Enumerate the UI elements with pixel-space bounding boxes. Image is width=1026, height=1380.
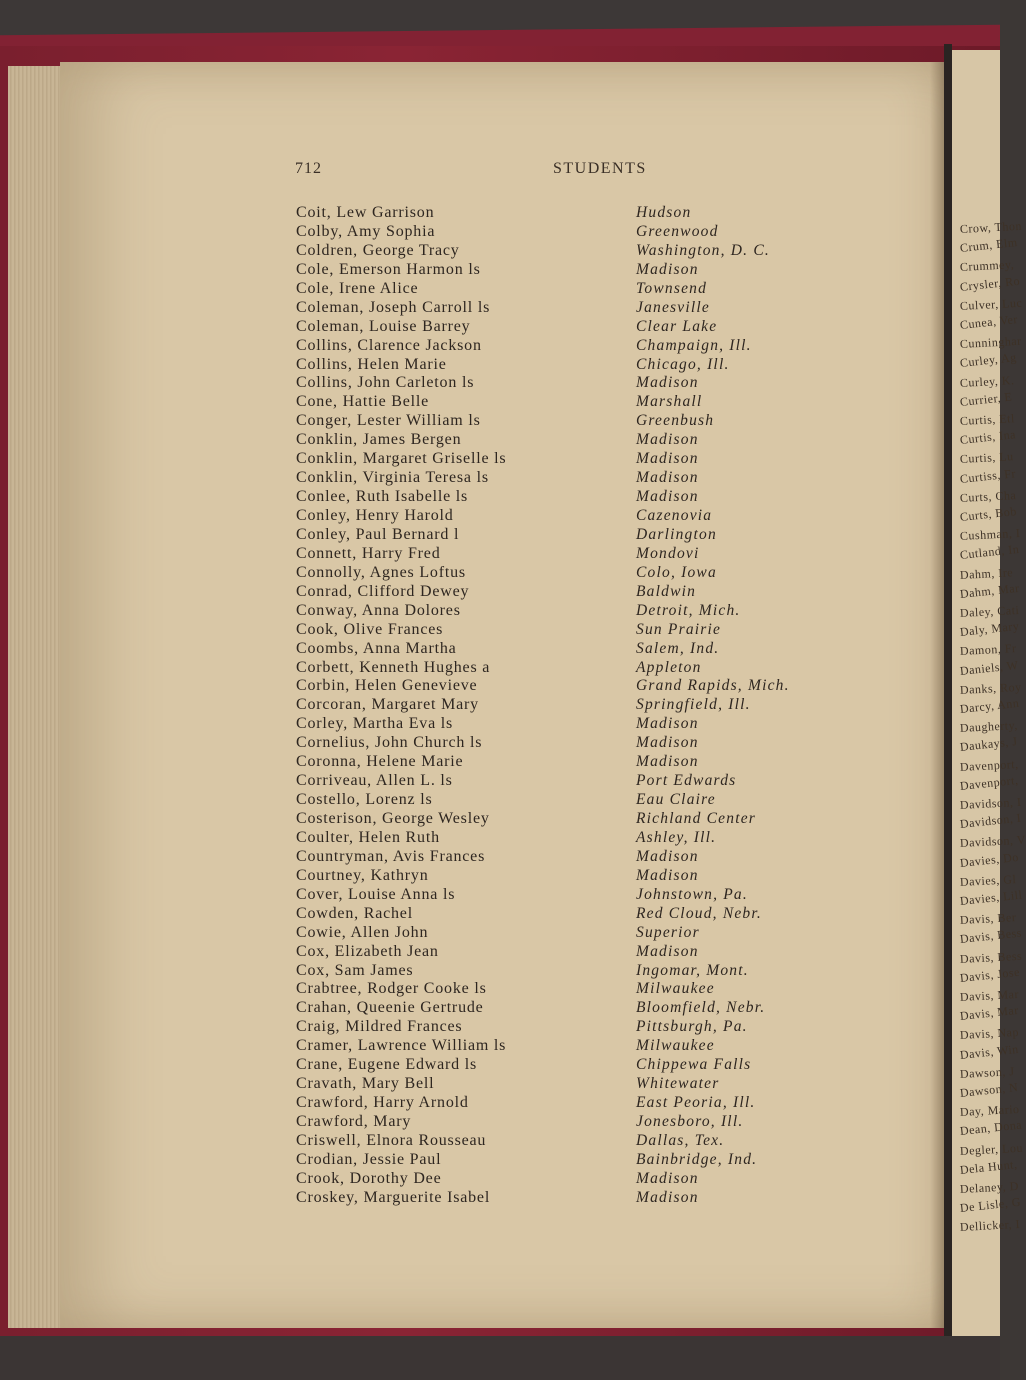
list-item [296,924,836,943]
student-hometown: Mondovi [636,544,700,562]
next-page-fragment: Crummey, [959,257,1015,275]
student-name: Corcoran, Margaret Mary [296,696,479,714]
student-name: Cole, Emerson Harmon ls [296,260,481,278]
next-page-fragment: Cunninghar [959,333,1022,352]
student-hometown: Hudson [636,204,692,221]
student-hometown: Champaign, Ill. [636,336,752,354]
next-page-fragment: Delaney, D [959,1178,1020,1196]
background-bottom [0,1336,1000,1380]
list-item [296,374,836,393]
student-hometown: Detroit, Mich. [636,601,741,619]
student-name: Crawford, Harry Arnold [296,1094,469,1112]
student-name: Cowie, Allen John [296,923,429,941]
next-page-fragment: Davis, Mar [959,986,1020,1004]
student-hometown: Ashley, Ill. [636,828,717,846]
next-page-fragment: Dahm, Ire [959,564,1014,582]
student-name: Cook, Olive Frances [296,620,444,638]
next-page-fragment: Curley, K. [959,372,1015,390]
student-name: Corbin, Helen Genevieve [296,677,478,695]
student-hometown: Madison [636,260,699,278]
student-name: Crahan, Queenie Gertrude [296,999,484,1017]
list-item [296,1094,836,1113]
list-item [296,488,836,507]
student-list [296,204,836,1208]
student-hometown: Bloomfield, Nebr. [636,999,766,1017]
student-hometown: Madison [636,847,699,865]
list-item [296,640,836,659]
student-name: Costerison, George Wesley [296,810,490,827]
list-item [296,1037,836,1056]
list-item [296,829,836,848]
student-name: Conway, Anna Dolores [296,601,461,619]
next-page-fragment: Dellicker, I [959,1217,1021,1235]
book-gutter [944,44,952,1340]
next-page-fragment: Daly, Mary [959,619,1020,640]
list-item [296,356,836,375]
student-hometown: Townsend [636,279,708,297]
next-page-fragment: Curley, Ag [959,350,1018,371]
student-hometown: Madison [636,942,699,960]
next-page-sliver [952,50,1026,1340]
student-name: Conlee, Ruth Isabelle ls [296,488,469,506]
next-page-fragment: Davies, Lill [959,887,1023,908]
student-name: Coulter, Helen Ruth [296,828,440,846]
next-page-fragment: Darcy, Ann [959,695,1020,716]
student-hometown: Baldwin [636,582,697,600]
list-item [296,469,836,488]
next-page-fragment: Daukays, J [959,734,1019,755]
student-hometown: Madison [636,866,699,884]
student-name: Coit, Lew Garrison [296,204,435,221]
next-page-fragment: Currier, E [959,389,1013,409]
next-page-fragment: Curts, Bob [959,504,1018,524]
next-page-fragment: Crow, Thon [959,218,1023,236]
next-page-fragment: Cunea, Ver [959,311,1019,332]
student-name: Collins, Clarence Jackson [296,336,482,354]
next-page-fragment: Dawson, J [959,1063,1015,1081]
student-name: Criswell, Elnora Rousseau [296,1131,487,1149]
student-name: Crawford, Mary [296,1113,412,1130]
next-page-fragment: Dean, Dona [959,1117,1023,1139]
list-item [296,659,836,678]
next-page-fragment: Curts, Cha [959,487,1017,505]
student-name: Crane, Eugene Edward ls [296,1056,478,1074]
student-name: Cornelius, John Church ls [296,734,483,752]
list-item [296,1075,836,1094]
student-name: Cowden, Rachel [296,904,413,922]
list-item [296,905,836,924]
student-name: Conley, Paul Bernard l [296,525,460,543]
student-name: Cone, Hattie Belle [296,393,430,411]
next-page-fragment: Daugherty, [959,718,1019,736]
student-name: Connett, Harry Fred [296,544,441,562]
list-item [296,564,836,583]
list-item [296,507,836,526]
student-name: Collins, John Carleton ls [296,374,475,392]
student-hometown: Grand Rapids, Mich. [636,677,790,695]
student-hometown: Whitewater [636,1075,720,1093]
page-number: 712 [295,160,322,177]
next-page-fragment: Davis, Win [959,1041,1020,1062]
next-page-fragment: Crum, Elm [959,235,1019,256]
student-name: Countryman, Avis Frances [296,847,486,865]
list-item [296,1018,836,1037]
student-hometown: Greenbush [636,412,715,430]
next-page-fragment: Davidson, I [959,810,1022,832]
student-name: Costello, Lorenz ls [296,791,433,809]
list-item [296,223,836,242]
next-page-fragment: Damon, Fr [959,641,1017,659]
student-hometown: Pittsburgh, Pa. [636,1018,748,1036]
list-item [296,791,836,810]
student-hometown: Milwaukee [636,980,715,998]
list-item [296,867,836,886]
next-page-fragment: Culver, Luc [959,295,1023,313]
student-name: Cover, Louise Anna ls [296,885,456,903]
list-item [296,1189,836,1208]
next-page-fragment: Crysler, Ro [959,273,1021,294]
student-hometown: Chicago, Ill. [636,355,730,373]
list-item [296,1056,836,1075]
student-name: Crodian, Jessie Paul [296,1150,442,1168]
student-name: Cox, Sam James [296,961,414,979]
student-name: Crook, Dorothy Dee [296,1169,442,1187]
list-item [296,1151,836,1170]
list-item [296,772,836,791]
student-hometown: East Peoria, Ill. [636,1094,756,1112]
student-name: Cravath, Mary Bell [296,1075,435,1093]
student-name: Cramer, Lawrence William ls [296,1037,507,1055]
student-hometown: Red Cloud, Nebr. [636,904,762,922]
list-item [296,450,836,469]
student-hometown: Clear Lake [636,317,718,335]
student-name: Cox, Elizabeth Jean [296,942,439,960]
next-page-fragment: Davidson, I [959,794,1022,812]
next-page-fragment: Curtis, Etl [959,411,1016,428]
student-name: Corriveau, Allen L. ls [296,772,453,790]
student-name: Crabtree, Rodger Cooke ls [296,980,487,998]
list-item [296,318,836,337]
student-hometown: Appleton [636,658,702,676]
student-hometown: Port Edwards [636,772,737,790]
list-item [296,280,836,299]
list-item [296,980,836,999]
list-item [296,337,836,356]
list-item [296,242,836,261]
next-page-fragment: Cutland, In [959,542,1020,563]
next-page-fragment: Davis, Jose [959,964,1021,985]
student-hometown: Richland Center [636,810,757,827]
list-item [296,677,836,696]
student-name: Colby, Amy Sophia [296,222,436,240]
next-page-fragment: Daniels, W [959,657,1020,678]
student-name: Courtney, Kathryn [296,866,429,884]
list-item [296,848,836,867]
list-item [296,696,836,715]
next-page-fragment: Danks, Roy [959,679,1022,697]
list-item [296,431,836,450]
next-page-fragment: Davenport, [959,756,1019,774]
student-name: Conklin, Virginia Teresa ls [296,469,489,487]
list-item [296,602,836,621]
next-page-fragment: Davis, Mar [959,1003,1020,1024]
student-name: Coronna, Helene Marie [296,753,464,771]
next-page-fragment: Degler, Lou [959,1140,1024,1158]
student-name: Coleman, Joseph Carroll ls [296,298,491,316]
student-hometown: Madison [636,1169,699,1187]
student-hometown: Dallas, Tex. [636,1131,725,1149]
student-hometown: Salem, Ind. [636,639,720,657]
next-page-fragment: Davidson, V [959,832,1026,851]
student-name: Conley, Henry Harold [296,507,454,524]
student-hometown: Madison [636,488,699,506]
student-name: Connolly, Agnes Loftus [296,563,466,581]
student-hometown: Janesville [636,298,710,316]
student-hometown: Madison [636,715,699,733]
list-item [296,1170,836,1189]
student-hometown: Chippewa Falls [636,1056,752,1074]
next-page-fragment: Curtis, Lu [959,449,1014,467]
list-item [296,1132,836,1151]
next-page-fragment: De Lisle, G [959,1194,1022,1216]
list-item [296,810,836,829]
student-hometown: Madison [636,431,699,449]
next-page-fragment: Davis, Ber [959,910,1017,928]
student-hometown: Madison [636,450,699,468]
list-item [296,412,836,431]
list-item [296,545,836,564]
student-hometown: Bainbridge, Ind. [636,1150,758,1168]
student-name: Corbett, Kenneth Hughes a [296,658,491,676]
list-item [296,886,836,905]
student-hometown: Superior [636,923,700,941]
student-name: Conrad, Clifford Dewey [296,582,470,600]
student-hometown: Sun Prairie [636,620,722,638]
next-page-fragment: Dawson, N [959,1079,1019,1100]
next-page-fragment: Dahm, Mar [959,580,1021,601]
student-name: Conklin, James Bergen [296,431,462,449]
student-hometown: Cazenovia [636,507,713,524]
running-head: STUDENTS [553,160,647,177]
next-page-fragment: Davis, Bess [959,948,1023,966]
student-hometown: Milwaukee [636,1037,715,1055]
student-name: Coombs, Anna Martha [296,639,457,657]
student-hometown: Johnstown, Pa. [636,885,748,903]
student-hometown: Greenwood [636,222,719,240]
list-item [296,999,836,1018]
next-page-fragment: Davies, Gl [959,871,1017,889]
list-item [296,393,836,412]
student-hometown: Eau Claire [636,791,716,809]
next-page-fragment: Davenport, [959,772,1020,793]
list-item [296,583,836,602]
student-hometown: Darlington [636,525,717,543]
student-name: Croskey, Marguerite Isabel [296,1188,491,1206]
student-hometown: Washington, D. C. [636,241,770,259]
student-hometown: Colo, Iowa [636,563,717,581]
next-page-fragment: Curtiss, Fr [959,465,1017,486]
list-item [296,753,836,772]
next-page-fragment: Day, Mario [959,1102,1020,1120]
student-hometown: Madison [636,374,699,392]
next-page-fragment: Curtis, Ina [959,427,1017,448]
list-item [296,734,836,753]
student-hometown: Springfield, Ill. [636,696,751,714]
student-name: Coleman, Louise Barrey [296,317,471,335]
student-hometown: Madison [636,1188,699,1206]
list-item [296,204,836,223]
student-name: Collins, Helen Marie [296,355,447,373]
student-hometown: Madison [636,469,699,487]
next-page-fragment: Davies, Do [959,849,1020,870]
student-name: Cole, Irene Alice [296,279,419,297]
student-name: Coldren, George Tracy [296,241,460,259]
next-page-fragment: Daley, Cati [959,602,1020,620]
next-page-fragment: Cushman, I [959,526,1021,544]
student-name: Craig, Mildred Frances [296,1018,463,1036]
student-hometown: Madison [636,753,699,771]
student-hometown: Jonesboro, Ill. [636,1113,744,1130]
student-hometown: Ingomar, Mont. [636,961,749,979]
student-name: Conklin, Margaret Griselle ls [296,450,507,468]
list-item [296,621,836,640]
list-item [296,526,836,545]
student-hometown: Madison [636,734,699,752]
list-item [296,962,836,981]
student-name: Conger, Lester William ls [296,412,481,430]
next-page-fragment: Dela Hunt, [959,1156,1019,1177]
page-header [295,160,855,182]
student-hometown: Marshall [636,393,703,411]
list-item [296,943,836,962]
list-item [296,299,836,318]
list-item [296,715,836,734]
list-item [296,1113,836,1132]
list-item [296,261,836,280]
next-page-fragment: Davis, Nap [959,1025,1020,1043]
student-name: Corley, Martha Eva ls [296,715,454,733]
next-page-fragment: Davis, Bess [959,925,1023,947]
